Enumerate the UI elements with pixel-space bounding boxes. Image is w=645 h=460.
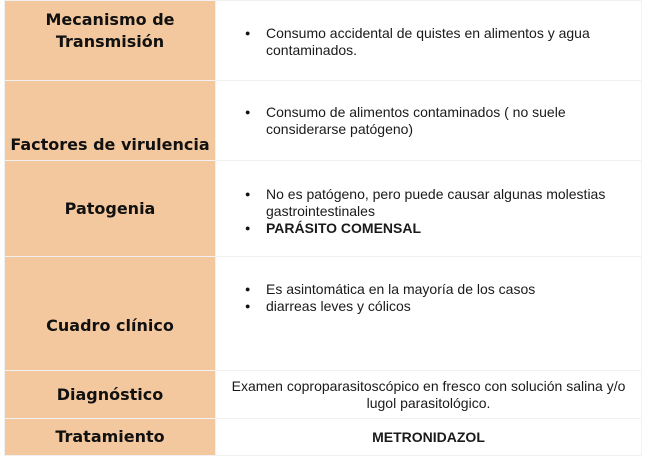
table-row-virulence: [5, 81, 642, 161]
row-content-pathogenesis: [216, 161, 642, 257]
table-row-pathogenesis: [5, 161, 642, 257]
row-label-diagnosis: Diagnóstico: [5, 371, 216, 419]
row-label-pathogenesis: Patogenia: [5, 161, 216, 257]
row-content-treatment: METRONIDAZOL: [216, 419, 642, 456]
table-row-transmission: [5, 1, 642, 81]
table-row-treatment: [5, 419, 642, 456]
row-content-virulence: [216, 81, 642, 161]
row-label-transmission: Mecanismo de Transmisión: [5, 1, 216, 81]
row-content-transmission: [216, 1, 642, 81]
bullet-list: [216, 25, 641, 59]
bullet-list: [216, 104, 641, 138]
bullet-item: ● Consumo de alimentos contaminados ( no suele considerarse patógeno): [216, 104, 641, 138]
bullet-list: [216, 281, 641, 315]
bullet-list: [216, 186, 641, 237]
row-label-treatment: Tratamiento: [5, 419, 216, 456]
bullet-item: ● PARÁSITO COMENSAL: [216, 220, 641, 237]
row-content-clinical: [216, 257, 642, 371]
bullet-item: ● No es patógeno, pero puede causar algunas molestias gastrointestinales: [216, 186, 641, 220]
parasite-info-table: [4, 0, 642, 456]
bullet-item: ● diarreas leves y cólicos: [216, 298, 641, 315]
row-content-diagnosis: Examen coproparasitoscópico en fresco con solución salina y/o lugol parasitológico.: [216, 371, 642, 419]
bullet-item: ● Es asintomática en la mayoría de los casos: [216, 281, 641, 298]
bullet-item: ● Consumo accidental de quistes en alimentos y agua contaminados.: [216, 25, 641, 59]
row-label-clinical: Cuadro clínico: [5, 257, 216, 371]
table-row-diagnosis: [5, 371, 642, 419]
row-label-virulence: Factores de virulencia: [5, 81, 216, 161]
table-row-clinical: [5, 257, 642, 371]
